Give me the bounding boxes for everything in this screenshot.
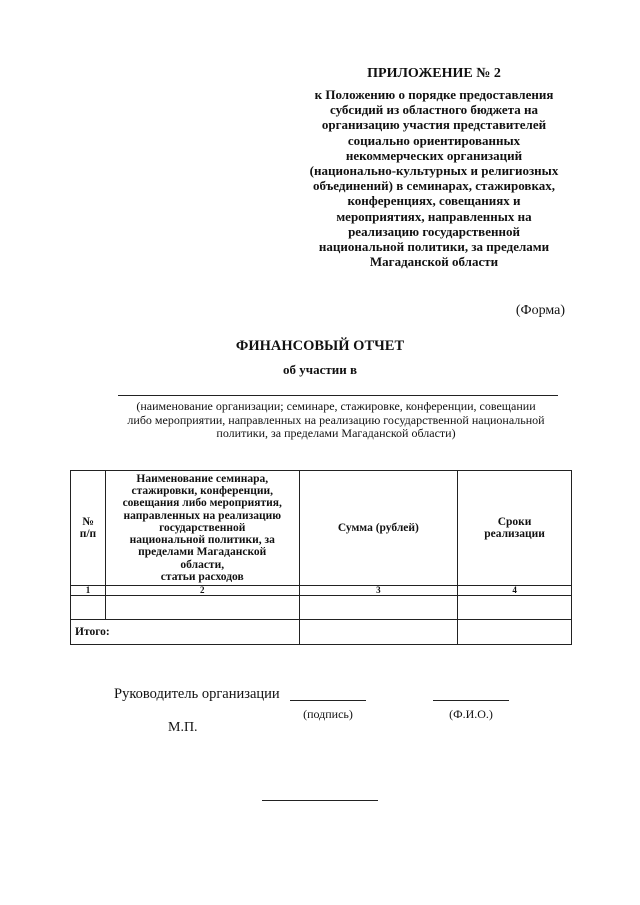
fio-caption: (Ф.И.О.) (449, 707, 493, 721)
header-number (71, 471, 106, 586)
column-index: 1 (71, 586, 106, 596)
table-cell[interactable] (458, 596, 572, 620)
header-name-line: направленных на реализацию (123, 509, 282, 522)
header-dates-line: реализации (484, 528, 545, 540)
financial-report-table (70, 470, 572, 645)
total-row (71, 620, 572, 645)
header-number-line: № (82, 515, 94, 528)
column-index: 3 (299, 586, 458, 596)
signature-caption: (подпись) (303, 707, 353, 721)
column-index-row (71, 586, 572, 596)
appendix-line: конференциях, совещаниях и (347, 193, 521, 209)
appendix-line: национальной политики, за пределами (318, 239, 550, 255)
report-title: ФИНАНСОВЫЙ ОТЧЕТ (235, 338, 405, 354)
total-sum-cell[interactable] (299, 620, 458, 645)
table-row (71, 596, 572, 620)
header-sum: Сумма (рублей) (299, 471, 458, 586)
signature-label: Руководитель организации (114, 686, 280, 702)
header-dates-line: Сроки (497, 515, 532, 528)
appendix-line: социально ориентированных (347, 132, 521, 148)
organization-fill-line (118, 395, 558, 396)
appendix-line: реализацию государственной (348, 223, 520, 239)
appendix-line: организацию участия представителей (321, 117, 547, 133)
header-event-name (105, 471, 299, 586)
header-name-line: пределами Магаданской (138, 546, 267, 559)
header-name-line: совещания либо мероприятия, (122, 497, 282, 510)
date-fill-line (262, 800, 378, 801)
total-dates-cell[interactable] (458, 620, 572, 645)
appendix-line: субсидий из областного бюджета на (330, 102, 538, 118)
header-name-line: статьи расходов (160, 570, 244, 583)
table-header-row (71, 471, 572, 586)
fio-fill-line (433, 700, 509, 701)
header-name-line: государственной (159, 521, 246, 534)
table-cell[interactable] (105, 596, 299, 620)
table-cell[interactable] (71, 596, 106, 620)
stamp-label: М.П. (168, 720, 198, 735)
form-label: (Форма) (515, 303, 565, 318)
table-cell[interactable] (299, 596, 458, 620)
appendix-line: объединений) в семинарах, стажировках, (313, 178, 555, 194)
appendix-description (284, 87, 584, 269)
caption-line: (наименование организации; семинаре, стажировке, конференции, совещании (136, 399, 536, 413)
appendix-line: (национально-культурных и религиозных (309, 163, 559, 179)
caption-line: политики, за пределами Магаданской области) (216, 426, 456, 440)
signature-fill-line (290, 700, 366, 701)
report-subtitle: об участии в (283, 362, 357, 377)
header-number-line: п/п (79, 528, 97, 540)
column-index: 2 (105, 586, 299, 596)
header-name-line: стажировки, конференции, (131, 485, 273, 498)
header-name-line: Наименование семинара, (136, 473, 269, 486)
appendix-line: мероприятиях, направленных на (336, 208, 532, 224)
header-dates (458, 471, 572, 586)
appendix-line: Магаданской области (369, 254, 499, 270)
total-label: Итого: (71, 620, 300, 645)
column-index: 4 (458, 586, 572, 596)
organization-caption (86, 400, 586, 441)
header-name-line: национальной политики, за (129, 534, 275, 547)
appendix-title: ПРИЛОЖЕНИЕ № 2 (367, 66, 501, 81)
appendix-line: некоммерческих организаций (345, 147, 523, 163)
appendix-line: к Положению о порядке предоставления (314, 87, 554, 102)
header-name-line: области, (180, 558, 225, 571)
caption-line: либо мероприятии, направленных на реализацию государственной национальной (127, 412, 545, 427)
